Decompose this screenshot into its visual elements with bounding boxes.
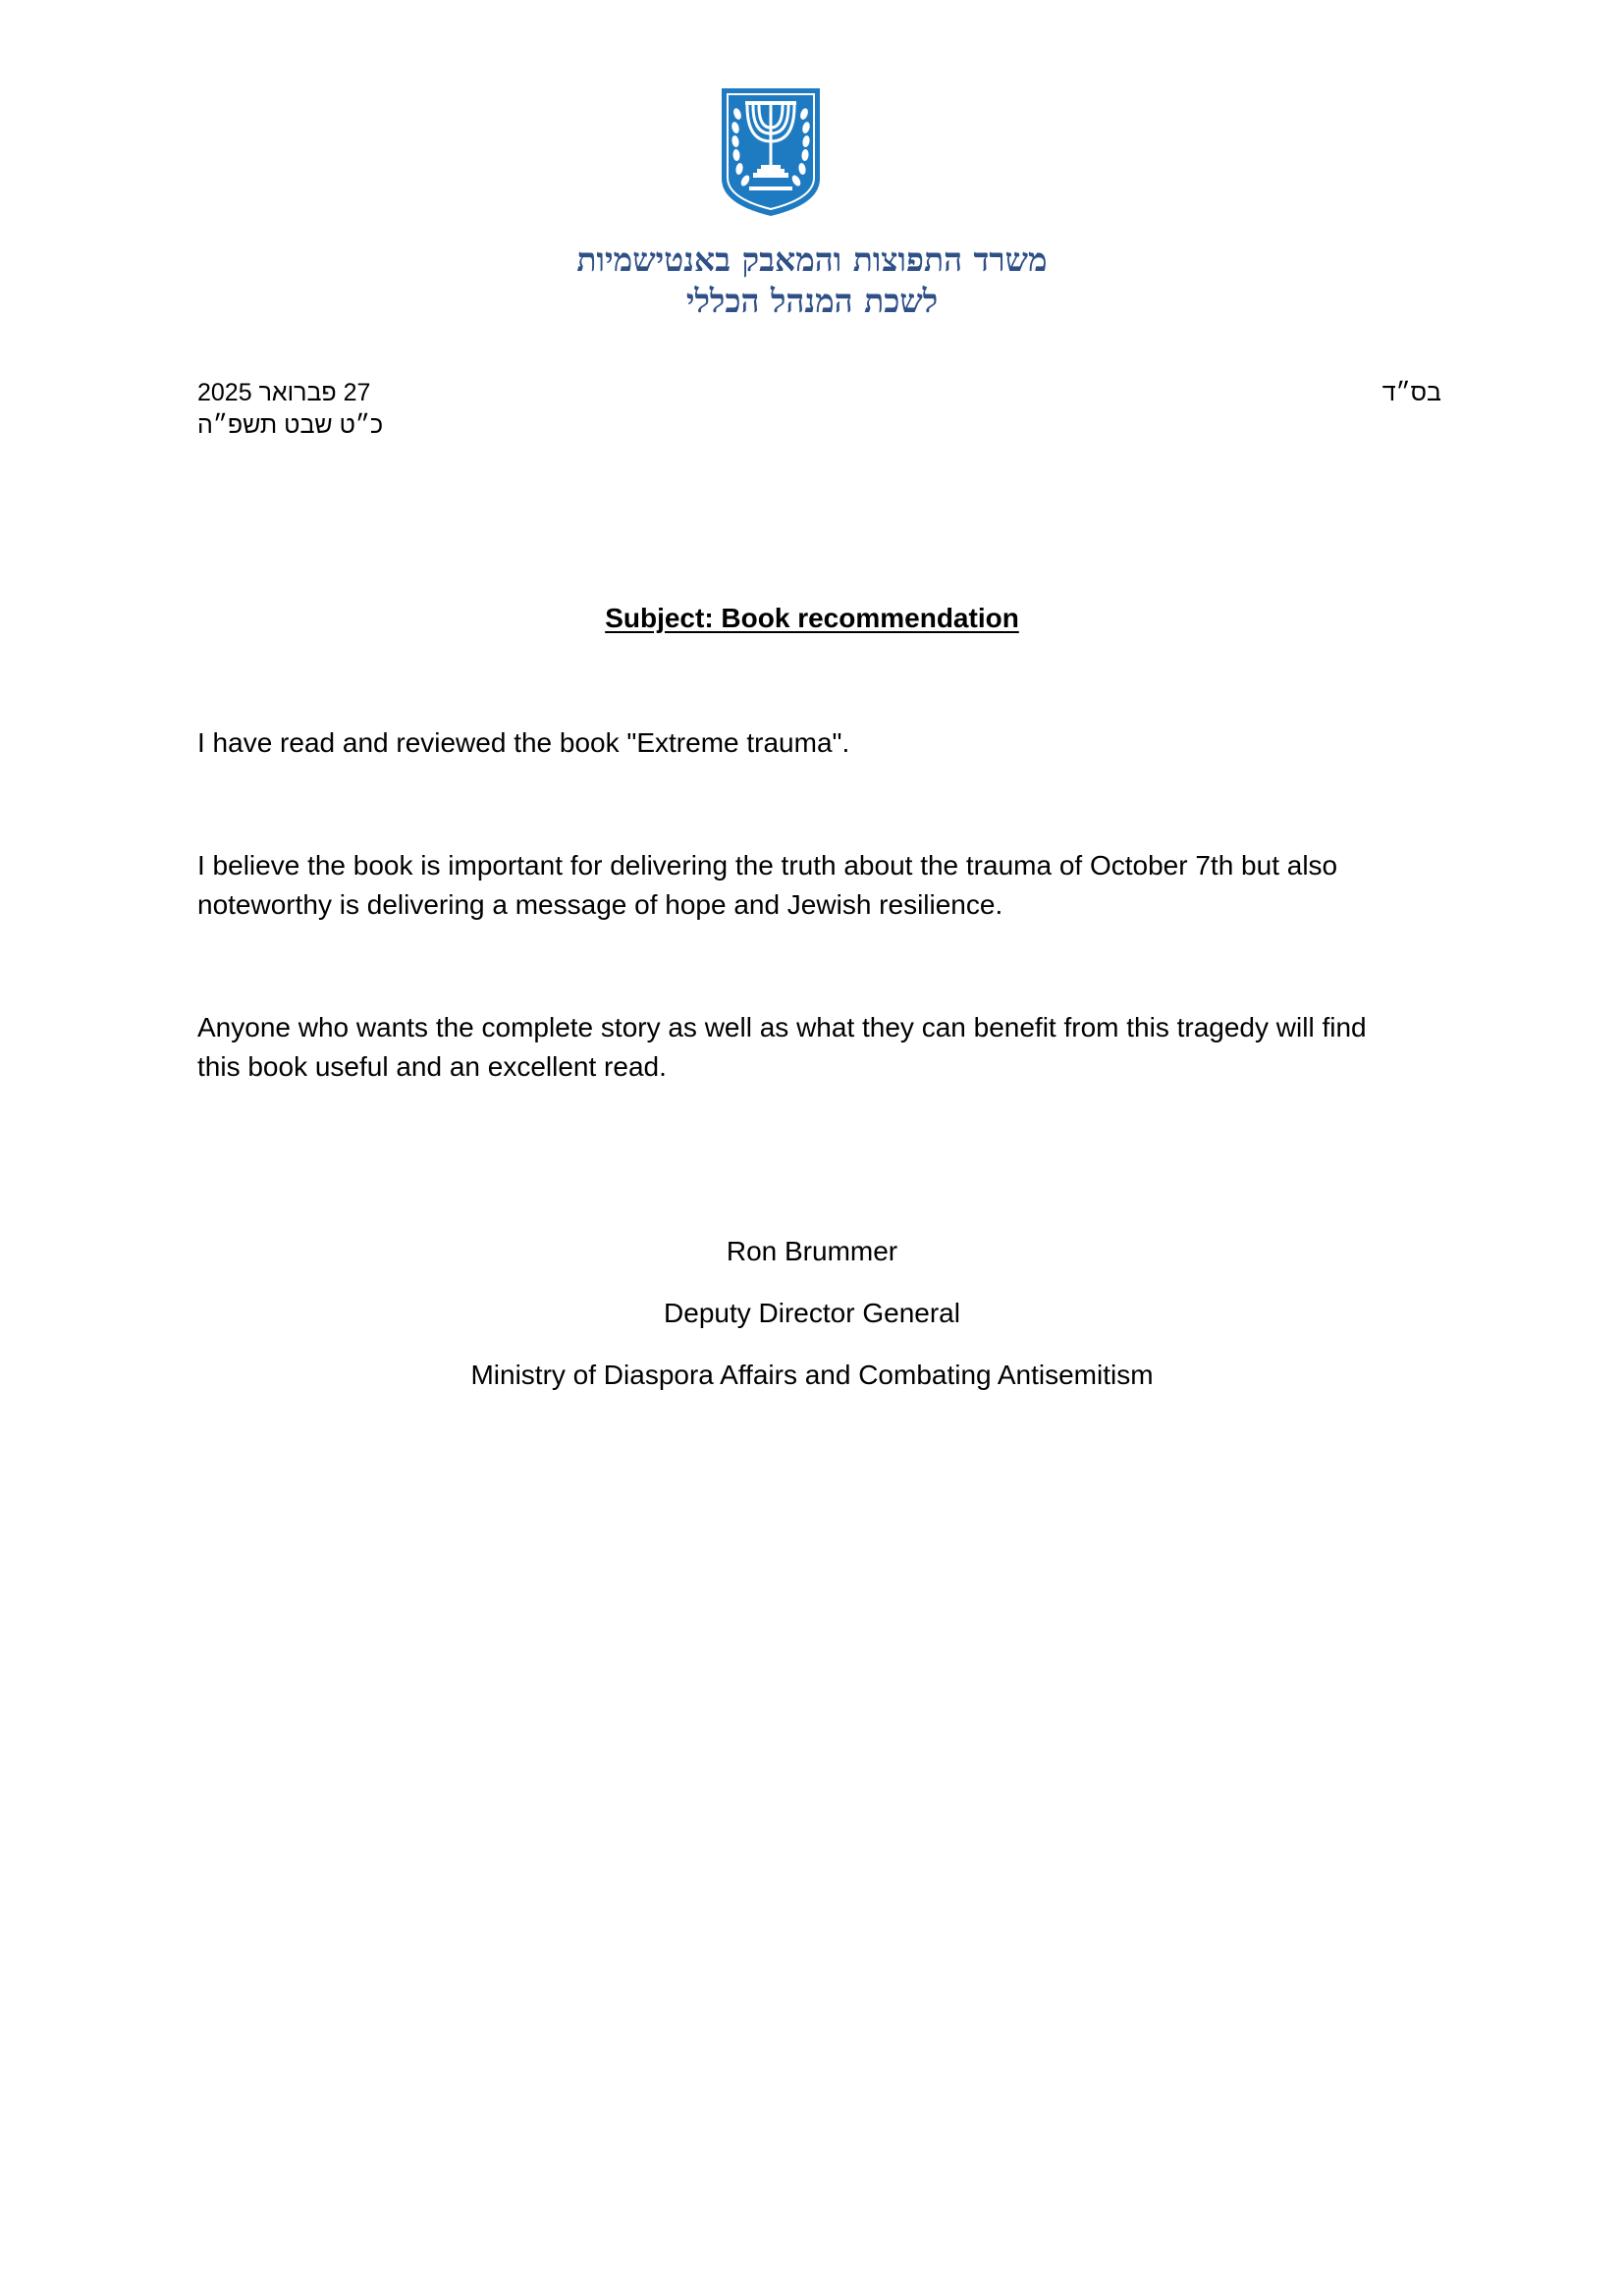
subject-line: Subject: Book recommendation (605, 603, 1019, 633)
signatory-name: Ron Brummer (726, 1236, 898, 1266)
paragraph-line: noteworthy is delivering a message of hope and Jewish resilience. (197, 889, 1003, 920)
body-paragraph-2 (197, 846, 1435, 925)
body-paragraph-1 (197, 723, 1435, 763)
paragraph-line: I have read and reviewed the book "Extreme trauma". (197, 727, 850, 758)
hebrew-date: כ״ט שבט תשפ״ה (197, 411, 384, 439)
ministry-header (0, 240, 1624, 322)
ministry-name: משרד התפוצות והמאבק באנטישמיות (576, 240, 1048, 279)
paragraph-line: Anyone who wants the complete story as well as what they can benefit from this tragedy will find (197, 1012, 1367, 1042)
body-paragraph-3 (197, 1008, 1435, 1087)
office-name: לשכת המנהל הכללי (685, 282, 939, 320)
bsd-mark: בס״ד (1381, 379, 1441, 406)
paragraph-line: this book useful and an excellent read. (197, 1051, 667, 1082)
paragraph-line: I believe the book is important for delivering the truth about the trauma of October 7th but also (197, 850, 1338, 881)
gregorian-date: 27 פברואר 2025 (197, 379, 371, 406)
date-block (197, 377, 590, 442)
signatory-organization: Ministry of Diaspora Affairs and Combating Antisemitism (470, 1360, 1154, 1390)
signatory-title: Deputy Director General (664, 1298, 960, 1328)
state-emblem-icon (718, 84, 824, 218)
